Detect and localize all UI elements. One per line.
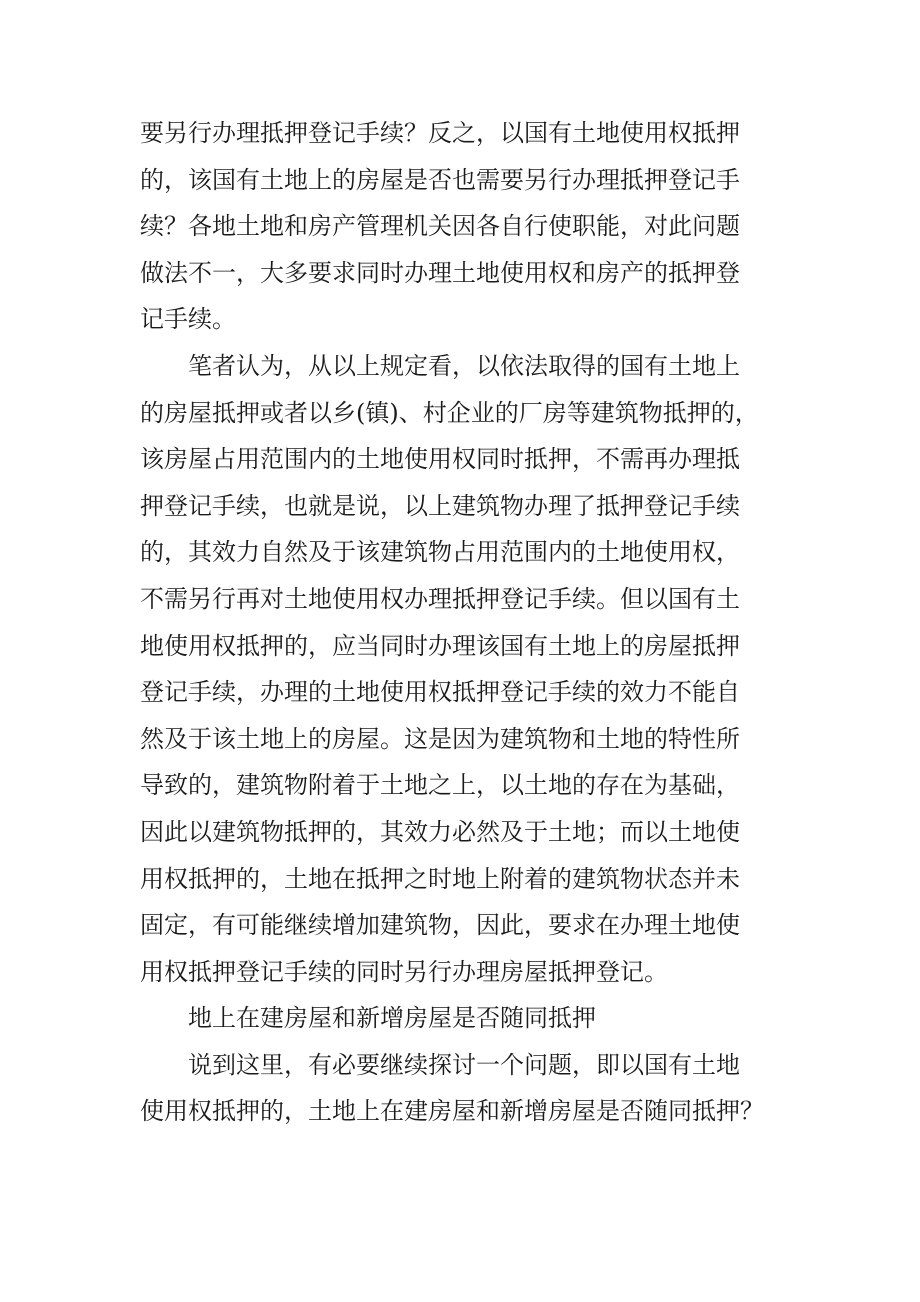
text-line: 用权抵押的，土地在抵押之时地上附着的建筑物状态并未 bbox=[140, 864, 740, 893]
paragraph-start-line: 笔者认为，从以上规定看，以依法取得的国有土地上 bbox=[188, 351, 740, 380]
text-line: 不需另行再对土地使用权办理抵押登记手续。但以国有土 bbox=[140, 584, 740, 613]
text-line: 使用权抵押的，土地上在建房屋和新增房屋是否随同抵押？ bbox=[140, 1097, 764, 1126]
text-line: 要另行办理抵押登记手续？反之，以国有土地使用权抵押 bbox=[140, 119, 740, 147]
text-line: 然及于该土地上的房屋。这是因为建筑物和土地的特性所 bbox=[140, 724, 740, 753]
paragraph-start-line: 说到这里，有必要继续探讨一个问题，即以国有土地 bbox=[188, 1050, 740, 1079]
text-line: 的房屋抵押或者以乡(镇)、村企业的厂房等建筑物抵押的， bbox=[140, 398, 759, 427]
text-line: 用权抵押登记手续的同时另行办理房屋抵押登记。 bbox=[140, 957, 668, 986]
text-line: 押登记手续，也就是说，以上建筑物办理了抵押登记手续 bbox=[140, 491, 740, 520]
section-heading: 地上在建房屋和新增房屋是否随同抵押 bbox=[188, 1004, 596, 1033]
document-body bbox=[140, 110, 780, 1135]
text-line: 该房屋占用范围内的土地使用权同时抵押，不需再办理抵 bbox=[140, 445, 740, 474]
text-line: 固定，有可能继续增加建筑物，因此，要求在办理土地使 bbox=[140, 911, 740, 940]
text-line: 记手续。 bbox=[140, 305, 236, 334]
text-line: 续？各地土地和房产管理机关因各自行使职能，对此问题 bbox=[140, 212, 740, 241]
text-line: 因此以建筑物抵押的，其效力必然及于土地；而以土地使 bbox=[140, 817, 740, 846]
text-line: 登记手续，办理的土地使用权抵押登记手续的效力不能自 bbox=[140, 678, 740, 707]
text-line: 做法不一，大多要求同时办理土地使用权和房产的抵押登 bbox=[140, 258, 740, 287]
text-line: 的，其效力自然及于该建筑物占用范围内的土地使用权， bbox=[140, 538, 740, 567]
text-line: 的，该国有土地上的房屋是否也需要另行办理抵押登记手 bbox=[140, 165, 740, 194]
text-line: 导致的，建筑物附着于土地之上，以土地的存在为基础， bbox=[140, 771, 740, 800]
text-line: 地使用权抵押的，应当同时办理该国有土地上的房屋抵押 bbox=[140, 631, 740, 660]
